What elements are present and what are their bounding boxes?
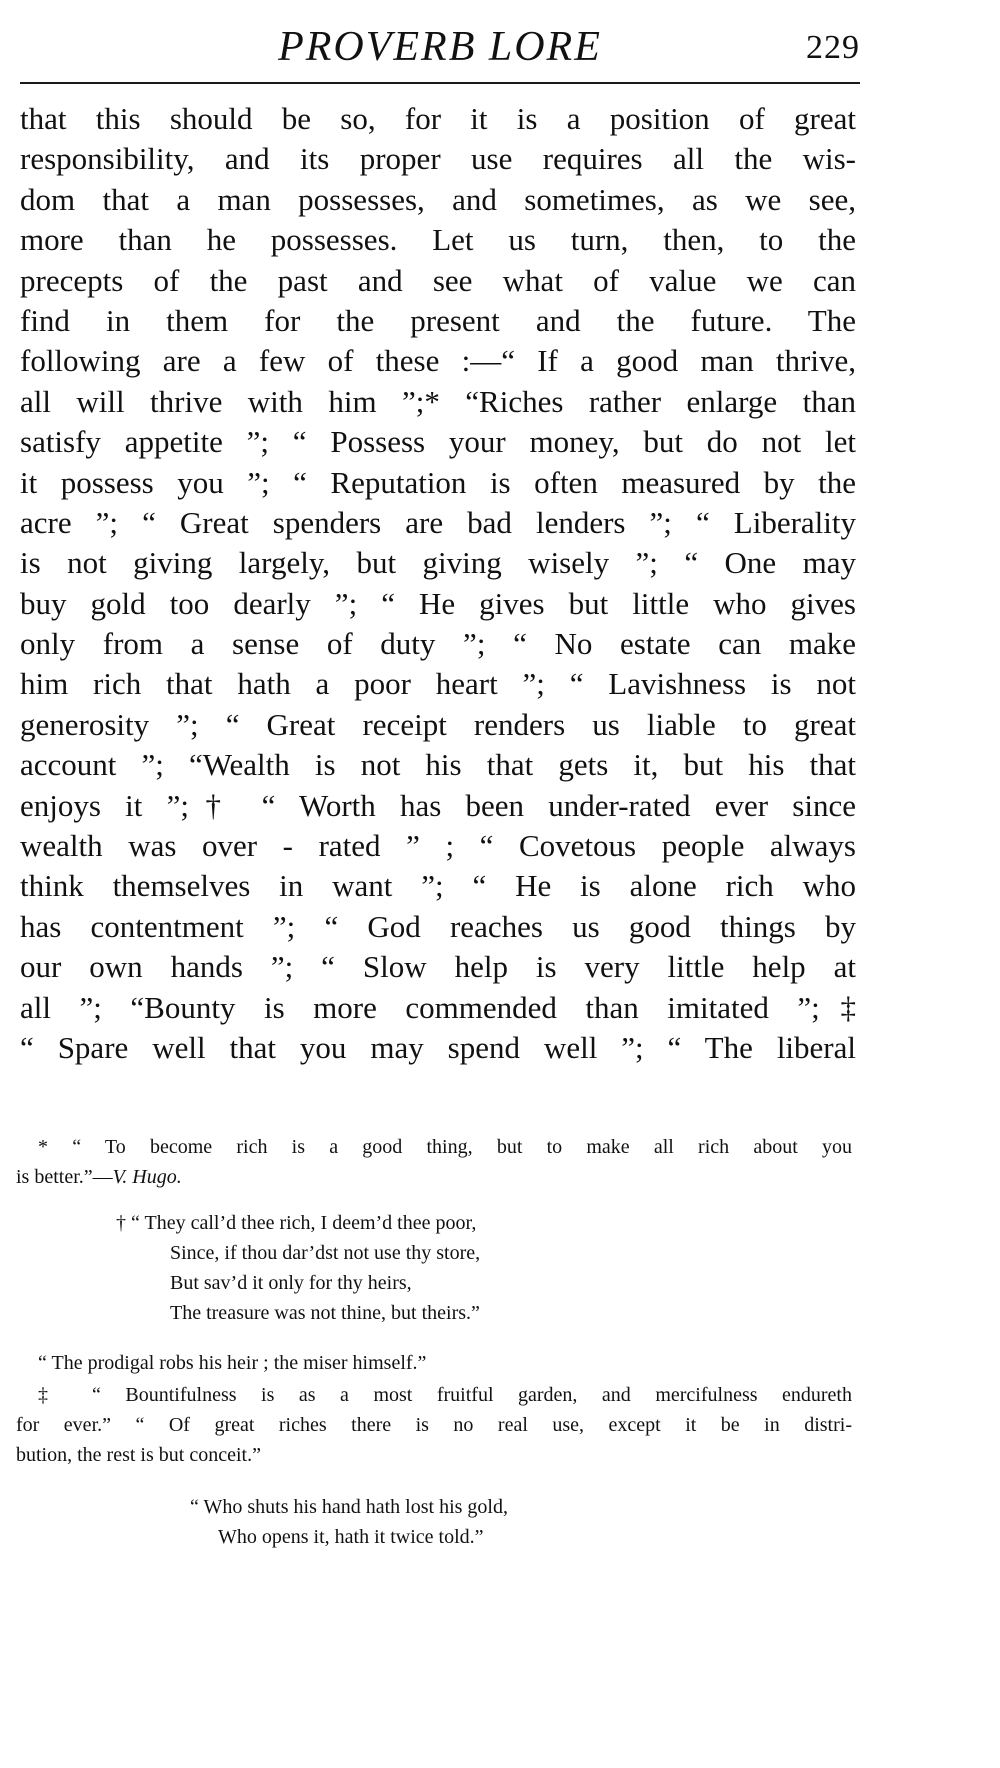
footnote-3-line: bution, the rest is but conceit.”: [16, 1444, 261, 1466]
footnote-3-line: ‡ “ Bountifulness is as a most fruitful garden, and mercifulness endureth: [38, 1384, 852, 1406]
body-line: all ”; “Bounty is more commended than imitated ”;‡: [20, 989, 856, 1025]
verse-line: † “ They call’d thee rich, I deem’d thee poor,: [116, 1212, 477, 1234]
footnote-1-line: * “ To become rich is a good thing, but to make all rich about you: [38, 1136, 852, 1158]
footnotes: [16, 1132, 852, 1548]
footnote-3-line: for ever.” “ Of great riches there is no real use, except it be in distri-: [16, 1414, 852, 1436]
body-line: account ”; “Wealth is not his that gets it, but his that: [20, 747, 856, 783]
running-title: PROVERB LORE: [278, 24, 602, 70]
footnote-1-text: is better.”—: [16, 1166, 113, 1188]
body-line: all will thrive with him ”;* “Riches rather enlarge than: [20, 383, 856, 419]
body-line: responsibility, and its proper use requires all the wis-: [20, 141, 856, 177]
body-line: him rich that hath a poor heart ”; “ Lavishness is not: [20, 666, 856, 702]
page-number: 229: [806, 29, 860, 66]
body-line: following are a few of these :—“ If a good man thrive,: [20, 343, 856, 379]
verse-line: But sav’d it only for thy heirs,: [170, 1272, 412, 1294]
body-line: that this should be so, for it is a position of great: [20, 101, 856, 136]
body-line: our own hands ”; “ Slow help is very little help at: [20, 949, 856, 985]
body-line: satisfy appetite ”; “ Possess your money, but do not let: [20, 424, 856, 460]
body-line: precepts of the past and see what of value we can: [20, 262, 856, 298]
body-line: think themselves in want ”; “ He is alone rich who: [20, 868, 856, 904]
footnote-1-author: V. Hugo.: [112, 1166, 182, 1188]
body-line: enjoys it ”;† “ Worth has been under-rated ever since: [20, 787, 856, 823]
body-line: generosity ”; “ Great receipt renders us liable to great: [20, 706, 856, 742]
verse-line: Since, if thou dar’dst not use thy store,: [170, 1242, 481, 1264]
body-line: more than he possesses. Let us turn, then, to the: [20, 222, 856, 258]
body-line: it possess you ”; “ Reputation is often measured by the: [20, 464, 856, 500]
body-line: “ Spare well that you may spend well ”; “ The liberal: [20, 1029, 856, 1065]
body-line: dom that a man possesses, and sometimes, as we see,: [20, 181, 856, 217]
body-line: find in them for the present and the future. The: [20, 302, 856, 338]
header-rule: [20, 82, 860, 84]
body-line: has contentment ”; “ God reaches us good things by: [20, 908, 856, 944]
footnote-3: [16, 1380, 852, 1470]
body-line: buy gold too dearly ”; “ He gives but little who gives: [20, 585, 856, 621]
body-text: [20, 99, 856, 1068]
footnote-3-verse: [190, 1492, 508, 1552]
body-line: acre ”; “ Great spenders are bad lenders ”; “ Liberality: [20, 504, 856, 540]
body-line: wealth was over - rated ” ; “ Covetous people always: [20, 828, 856, 864]
footnote-2-quote: “ The prodigal robs his heir ; the miser himself.”: [38, 1352, 427, 1374]
body-line: only from a sense of duty ”; “ No estate can make: [20, 626, 856, 662]
footnote-1-line: [16, 1162, 852, 1192]
verse-line: Who opens it, hath it twice told.”: [218, 1526, 484, 1548]
body-line: is not giving largely, but giving wisely ”; “ One may: [20, 545, 856, 581]
verse-line: The treasure was not thine, but theirs.”: [170, 1302, 480, 1324]
running-head: [20, 24, 860, 84]
verse-line: “ Who shuts his hand hath lost his gold,: [190, 1496, 508, 1518]
footnote-2-verse: [116, 1208, 480, 1328]
